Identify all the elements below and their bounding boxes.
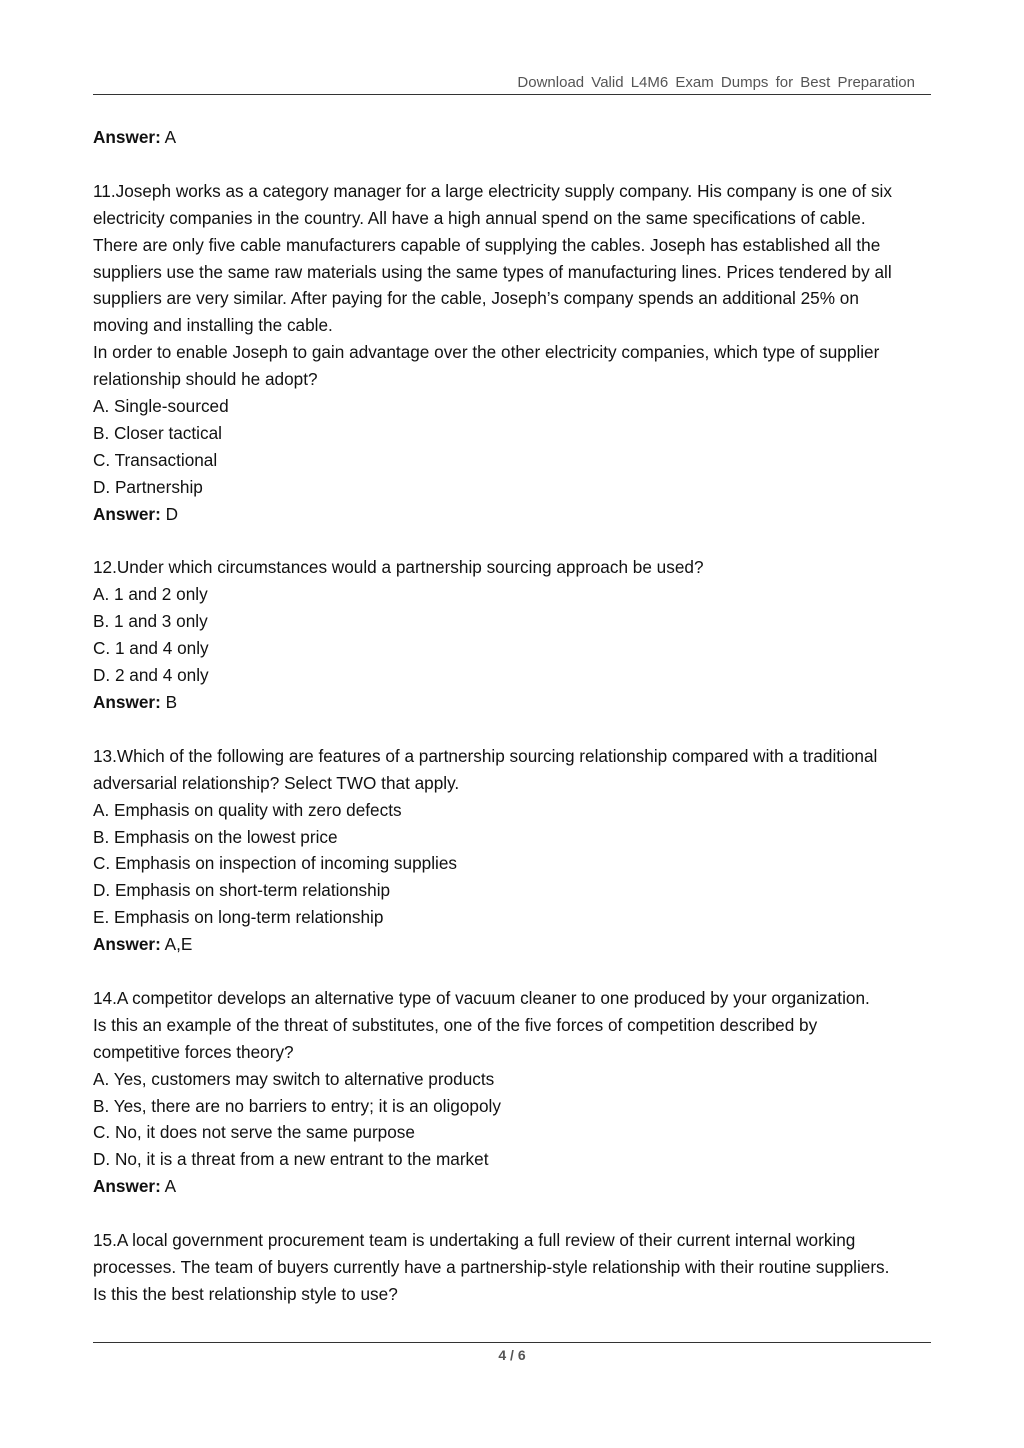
page-number: 4 / 6 [498, 1347, 526, 1363]
question-text-line: electricity companies in the country. All have a high annual spend on the same specifications of cable. [93, 207, 866, 228]
option-c: C. Emphasis on inspection of incoming supplies [93, 853, 457, 874]
option-b: B. 1 and 3 only [93, 611, 208, 632]
question-text-line: adversarial relationship? Select TWO that apply. [93, 772, 460, 793]
question-text-line: moving and installing the cable. [93, 315, 333, 336]
answer-label: Answer: [93, 1176, 161, 1197]
answer-line [93, 689, 938, 716]
option-b: B. Yes, there are no barriers to entry; it is an oligopoly [93, 1095, 501, 1116]
question-text-line: 14.A competitor develops an alternative type of vacuum cleaner to one produced by your organization. [93, 987, 870, 1008]
answer-line [93, 124, 938, 151]
option-a: A. Emphasis on quality with zero defects [93, 799, 402, 820]
answer-value: A [164, 127, 177, 147]
answer-value: B [165, 692, 178, 712]
question-11 [93, 178, 938, 528]
option-b: B. Emphasis on the lowest price [93, 826, 338, 847]
question-text-line: 15.A local government procurement team is undertaking a full review of their current internal working [93, 1230, 856, 1251]
option-d: D. Emphasis on short-term relationship [93, 880, 391, 901]
header-title: Download Valid L4M6 Exam Dumps for Best Preparation [517, 74, 915, 91]
answer-label: Answer: [93, 127, 161, 147]
question-12 [93, 554, 938, 715]
option-c: C. 1 and 4 only [93, 638, 209, 659]
question-text-line: There are only five cable manufacturers capable of supplying the cables. Joseph has established all the [93, 234, 881, 255]
question-14 [93, 985, 938, 1200]
answer-value: A,E [164, 934, 193, 955]
answer-label: Answer: [93, 934, 161, 955]
answer-line [93, 1173, 938, 1200]
question-text-line: 13.Which of the following are features of a partnership sourcing relationship compared with a traditional [93, 745, 878, 766]
option-d: D. No, it is a threat from a new entrant to the market [93, 1149, 489, 1170]
question-text-line: relationship should he adopt? [93, 369, 318, 390]
option-a: A. Single-sourced [93, 396, 229, 417]
option-a: A. Yes, customers may switch to alternative products [93, 1068, 495, 1089]
page-header [93, 72, 931, 95]
answer-line [93, 931, 938, 958]
answer-label: Answer: [93, 503, 161, 524]
question-15 [93, 1227, 938, 1308]
document-body [93, 124, 938, 1308]
question-text-line: 12.Under which circumstances would a partnership sourcing approach be used? [93, 557, 704, 578]
option-c: C. Transactional [93, 449, 218, 470]
question-text-line: Is this the best relationship style to use? [93, 1283, 398, 1304]
answer-value: D [165, 503, 179, 524]
answer-line [93, 501, 938, 528]
answer-label: Answer: [93, 692, 161, 712]
question-13 [93, 743, 938, 958]
page-footer [93, 1342, 931, 1363]
option-a: A. 1 and 2 only [93, 584, 208, 605]
question-text-line: competitive forces theory? [93, 1041, 294, 1062]
option-e: E. Emphasis on long-term relationship [93, 907, 384, 928]
question-text-line: Is this an example of the threat of substitutes, one of the five forces of competition described by [93, 1014, 818, 1035]
question-text-line: In order to enable Joseph to gain advantage over the other electricity companies, which type of supplier [93, 342, 880, 363]
option-b: B. Closer tactical [93, 422, 222, 443]
option-d: D. Partnership [93, 476, 203, 497]
answer-value: A [164, 1176, 177, 1197]
question-text-line: suppliers use the same raw materials using the same types of manufacturing lines. Prices tendered by all [93, 261, 892, 282]
question-text-line: suppliers are very similar. After paying for the cable, Joseph’s company spends an additional 25% on [93, 288, 859, 309]
question-text-line: processes. The team of buyers currently have a partnership-style relationship with their routine suppliers. [93, 1256, 890, 1277]
question-text-line: 11.Joseph works as a category manager for a large electricity supply company. His company is one of six [93, 180, 892, 201]
option-c: C. No, it does not serve the same purpose [93, 1122, 415, 1143]
option-d: D. 2 and 4 only [93, 665, 209, 686]
